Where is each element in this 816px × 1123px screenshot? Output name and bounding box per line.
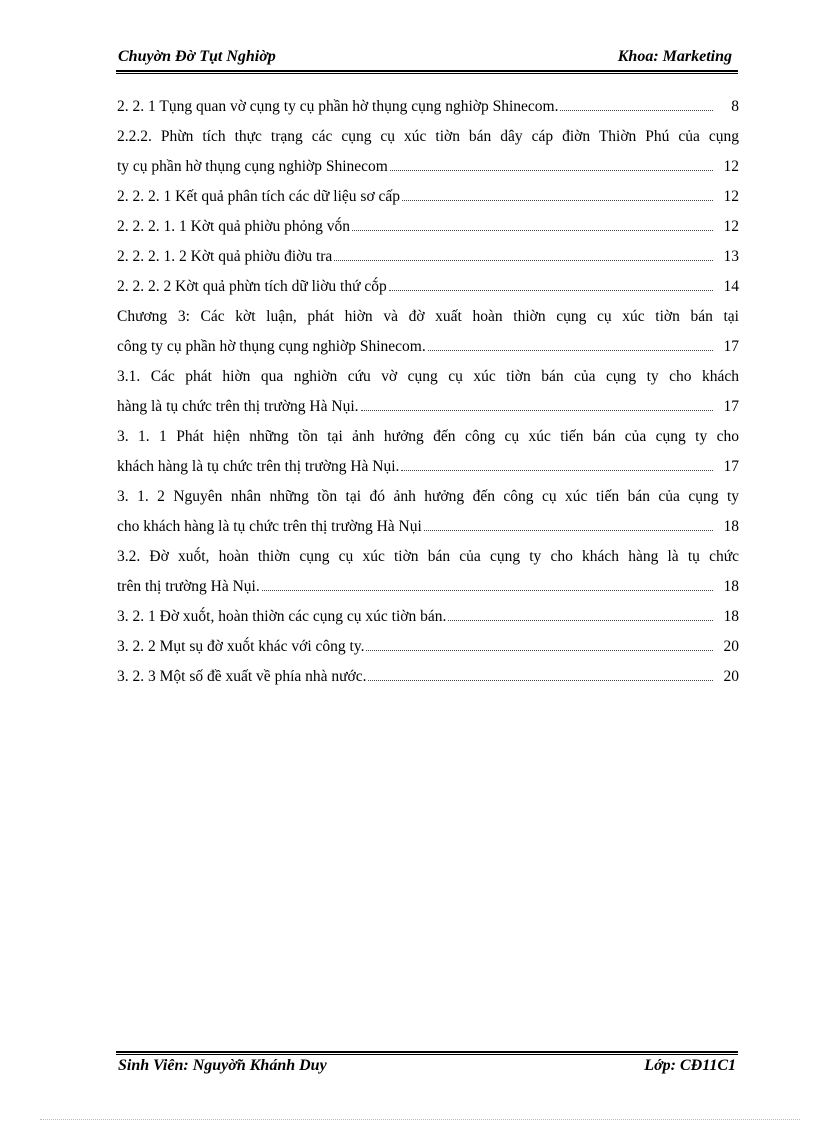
toc-entry-text: 2. 2. 2. 2 Kờt quả phừn tích dữ liờu thứ cṍp — [117, 278, 387, 295]
footer-class: Lớp: CĐ11C1 — [644, 1057, 736, 1074]
header-rule-thin — [116, 73, 738, 74]
toc-entry-last-line — [117, 92, 739, 122]
toc-leader-dots — [334, 246, 713, 261]
toc-entry-last-line — [117, 602, 739, 632]
toc-entry-text: 3. 2. 1 Đờ xuṍt, hoàn thiờn các cụng cụ xúc tiờn bán. — [117, 608, 447, 625]
toc-leader-dots — [366, 636, 713, 651]
toc-leader-dots — [428, 336, 713, 351]
toc-entry-text: 2. 2. 1 Tụng quan vờ cụng ty cụ phần hờ thụng cụng nghiờp Shinecom. — [117, 98, 559, 115]
footer-rule — [116, 1051, 738, 1053]
toc-entry-last-line — [117, 392, 739, 422]
page-header — [116, 48, 738, 70]
toc-page-number: 18 — [723, 578, 739, 595]
toc-leader-dots — [448, 606, 713, 621]
toc-entry-line: 3.1. Các phát hiờn qua nghiờn cứu vờ cụng cụ xúc tiờn bán của cụng ty cho khách — [117, 368, 739, 385]
toc-entry — [117, 92, 739, 122]
toc-entry-text: 2. 2. 2. 1. 1 Kờt quả phiờu phỏng vṍn — [117, 218, 350, 235]
toc-entry — [117, 302, 739, 362]
toc-entry-last-line — [117, 272, 739, 302]
toc-entry — [117, 182, 739, 212]
toc-page-number: 14 — [723, 278, 739, 295]
toc-leader-dots — [424, 516, 713, 531]
toc-entry-line: 3. 1. 2 Nguyên nhân những tồn tại đó ảnh hưởng đến công cụ xúc tiến bán của cụng ty — [117, 488, 739, 505]
toc-page-number: 18 — [723, 518, 739, 535]
toc-entry-text: hàng là tụ chức trên thị trường Hà Nụi. — [117, 398, 359, 415]
toc-leader-dots — [402, 186, 713, 201]
toc-entry-line: Chương 3: Các kờt luận, phát hiờn và đờ xuất hoàn thiờn cụng cụ xúc tiờn bán tại — [117, 308, 739, 325]
toc-page-number: 12 — [723, 218, 739, 235]
toc-entry-last-line — [117, 182, 739, 212]
toc-leader-dots — [361, 396, 713, 411]
toc-leader-dots — [390, 156, 713, 171]
toc-entry-text: 3. 2. 2 Mụt sụ đờ xuṍt khác với công ty. — [117, 638, 365, 655]
toc-entry-text: trên thị trường Hà Nụi. — [117, 578, 260, 595]
page-edge — [40, 1119, 800, 1120]
toc-entry — [117, 212, 739, 242]
toc-page-number: 8 — [731, 98, 739, 115]
toc-entry-last-line — [117, 212, 739, 242]
toc-entry-last-line — [117, 332, 739, 362]
toc-page-number: 17 — [723, 338, 739, 355]
toc-entry-last-line — [117, 452, 739, 482]
table-of-contents — [117, 92, 739, 692]
toc-entry-line: 3.2. Đờ xuṍt, hoàn thiờn cụng cụ xúc tiờn bán của cụng ty cho khách hàng là tụ chức — [117, 548, 739, 565]
toc-entry — [117, 272, 739, 302]
toc-entry — [117, 662, 739, 692]
footer-rule-thin — [116, 1054, 738, 1055]
toc-entry — [117, 482, 739, 542]
toc-entry-line: 3. 1. 1 Phát hiện những tồn tại ảnh hưởng đến công cụ xúc tiến bán của cụng ty cho — [117, 428, 739, 445]
toc-leader-dots — [560, 96, 713, 111]
toc-entry-last-line — [117, 662, 739, 692]
toc-page-number: 17 — [723, 398, 739, 415]
toc-entry — [117, 422, 739, 482]
toc-entry-text: công ty cụ phần hờ thụng cụng nghiờp Shinecom. — [117, 338, 426, 355]
header-faculty: Khoa: Marketing — [617, 48, 732, 65]
toc-leader-dots — [401, 456, 713, 471]
toc-entry-last-line — [117, 632, 739, 662]
header-rule — [116, 70, 738, 72]
toc-leader-dots — [389, 276, 713, 291]
footer-student-name: Sinh Viên: Nguyờ̃n Khánh Duy — [118, 1057, 327, 1074]
toc-entry-last-line — [117, 512, 739, 542]
toc-entry-text: 2. 2. 2. 1. 2 Kờt quả phiờu điờu tra — [117, 248, 333, 265]
toc-page-number: 20 — [723, 638, 739, 655]
toc-entry-line: 2.2.2. Phừn tích thực trạng các cụng cụ xúc tiờn bán dây cáp điờn Thiờn Phú của cụng — [117, 128, 739, 145]
toc-page-number: 18 — [723, 608, 739, 625]
page-footer — [116, 1057, 738, 1079]
toc-leader-dots — [352, 216, 713, 231]
toc-page-number: 12 — [723, 158, 739, 175]
header-document-title: Chuyờn Đờ Tụt Nghiờp — [118, 48, 276, 65]
toc-entry-text: 3. 2. 3 Một số đề xuất về phía nhà nước. — [117, 668, 367, 685]
toc-entry-text: ty cụ phần hờ thụng cụng nghiờp Shinecom — [117, 158, 388, 175]
toc-entry-text: 2. 2. 2. 1 Kết quả phân tích các dữ liệu sơ cấp — [117, 188, 401, 205]
toc-entry-last-line — [117, 152, 739, 182]
toc-entry — [117, 362, 739, 422]
toc-entry — [117, 122, 739, 182]
toc-entry — [117, 632, 739, 662]
toc-entry — [117, 602, 739, 632]
toc-entry — [117, 542, 739, 602]
toc-page-number: 12 — [723, 188, 739, 205]
toc-page-number: 13 — [723, 248, 739, 265]
toc-leader-dots — [368, 666, 713, 681]
toc-entry-text: cho khách hàng là tụ chức trên thị trường Hà Nụi — [117, 518, 422, 535]
toc-entry-last-line — [117, 572, 739, 602]
toc-entry-last-line — [117, 242, 739, 272]
toc-page-number: 20 — [723, 668, 739, 685]
toc-leader-dots — [262, 576, 713, 591]
toc-page-number: 17 — [723, 458, 739, 475]
toc-entry — [117, 242, 739, 272]
toc-entry-text: khách hàng là tụ chức trên thị trường Hà Nụi. — [117, 458, 400, 475]
